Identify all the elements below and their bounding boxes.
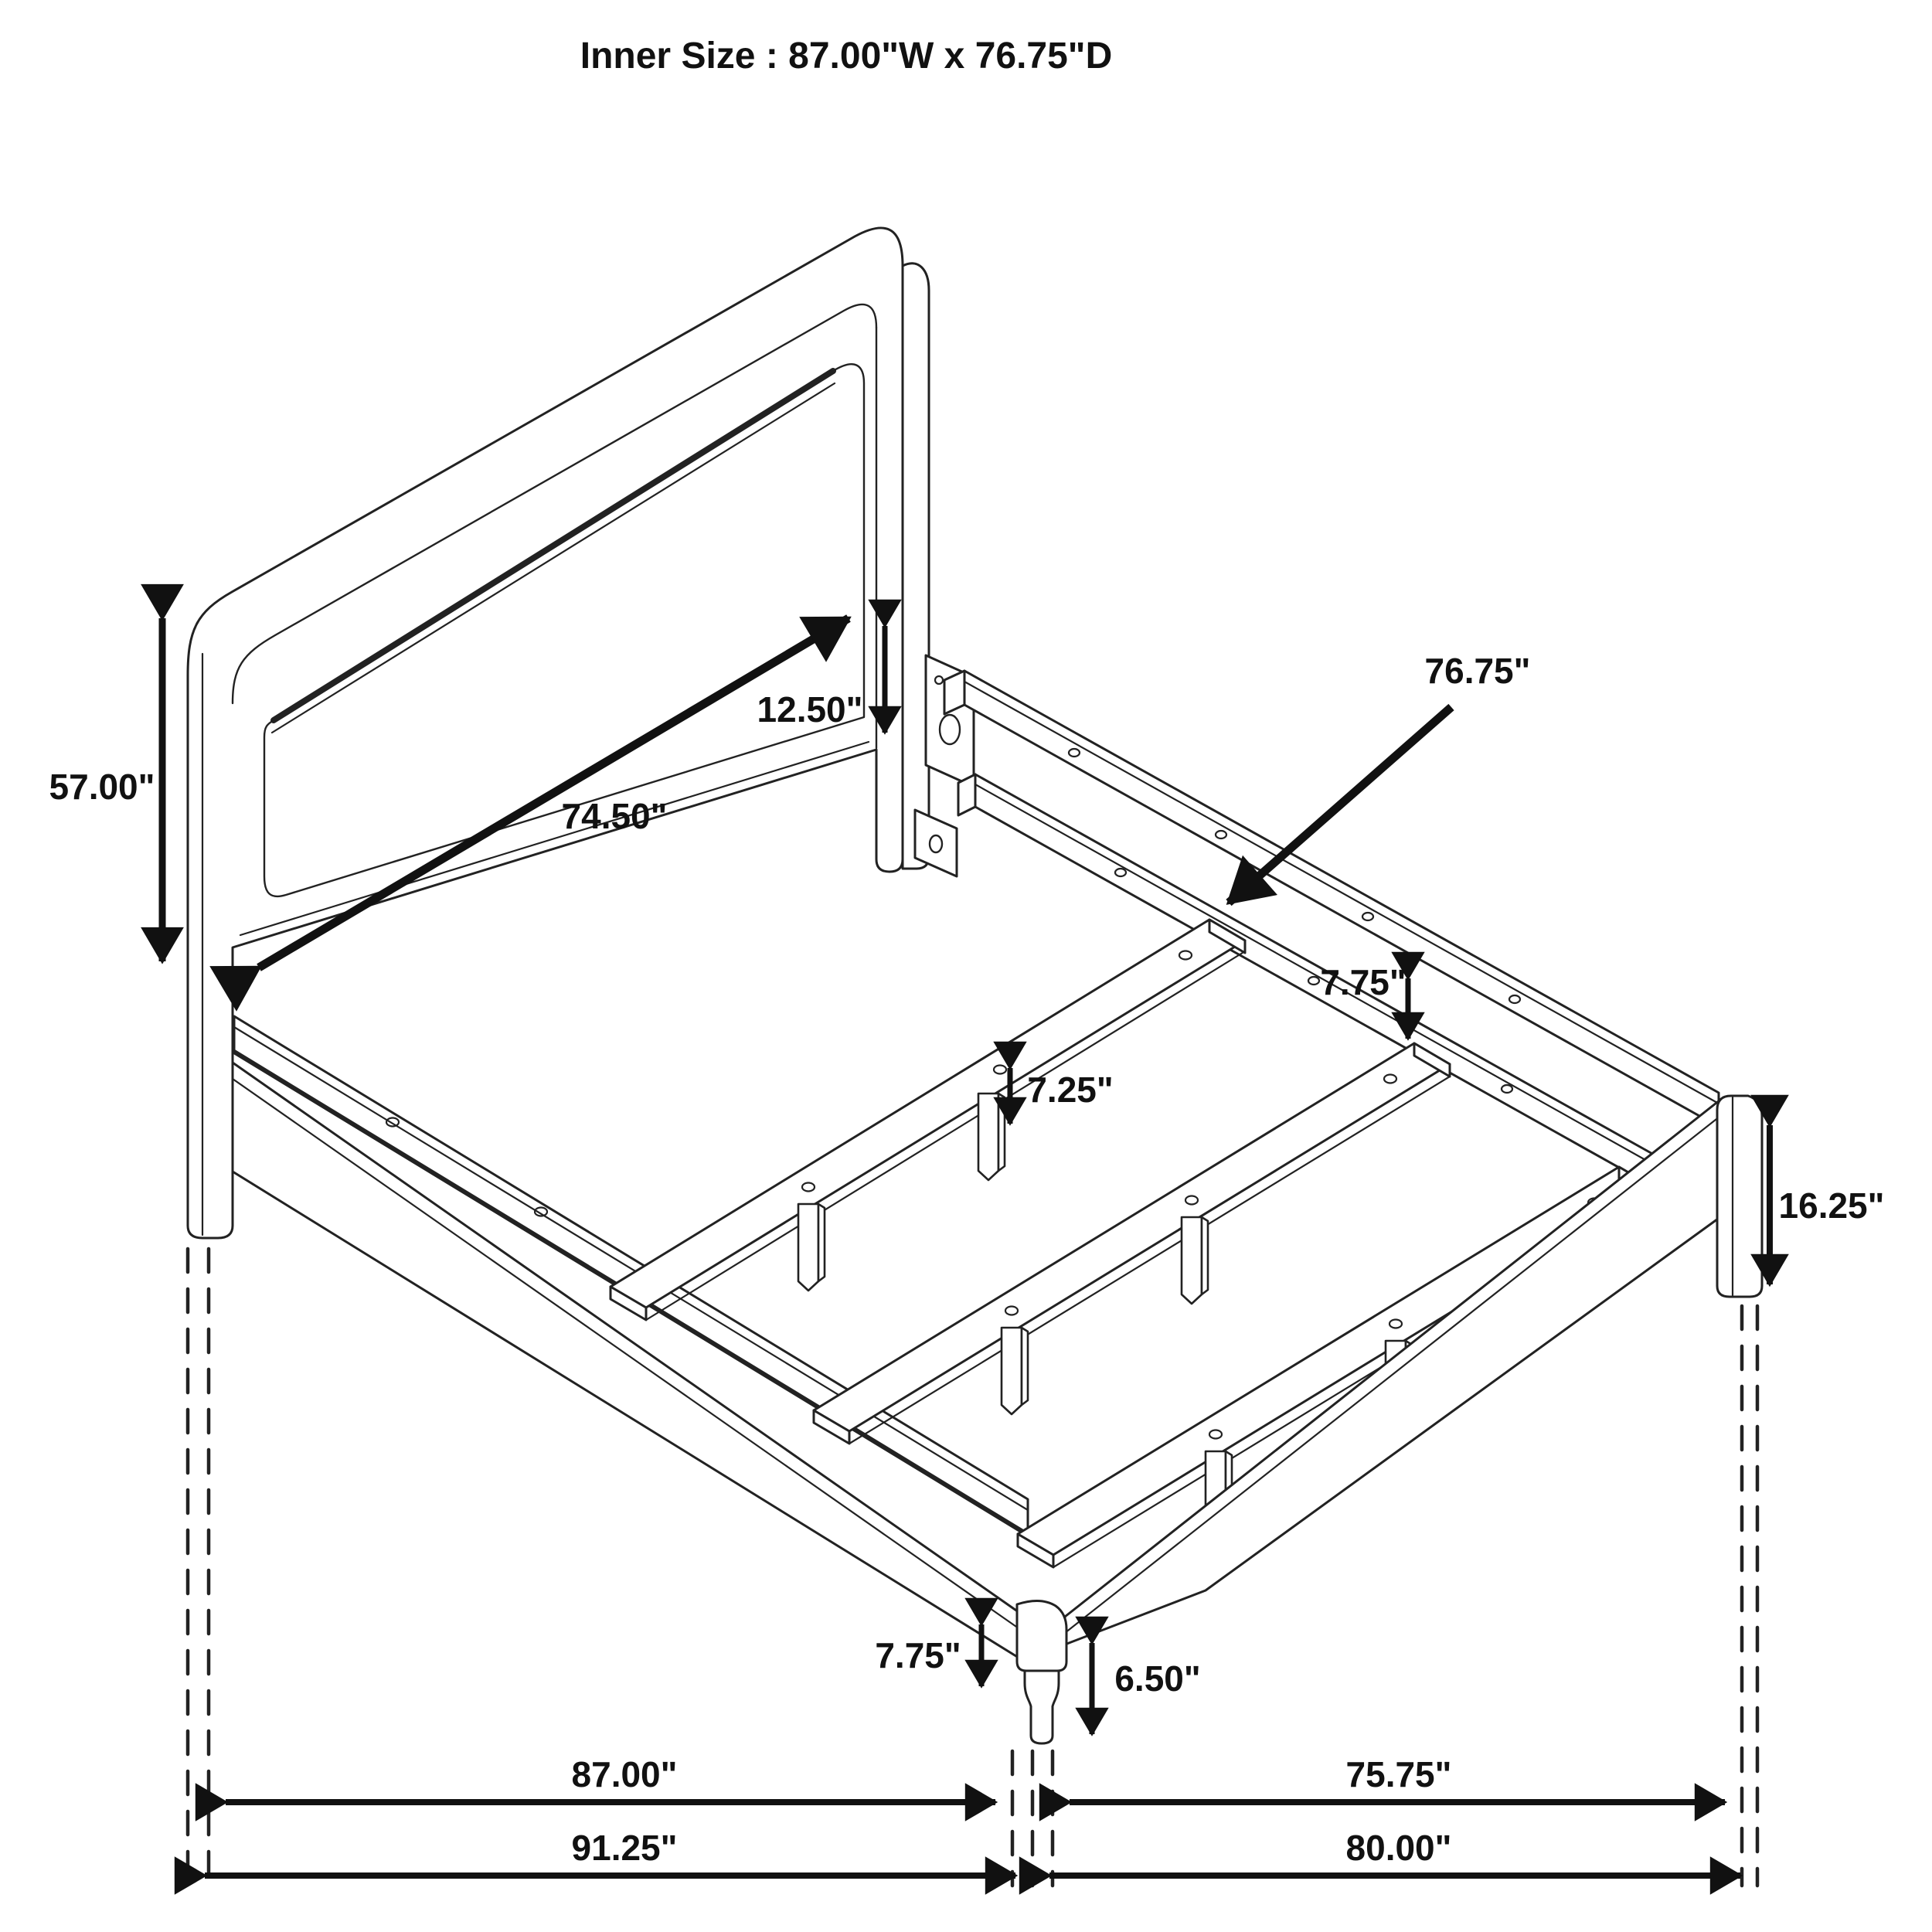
headboard-panel-width-label: 74.50": [561, 796, 668, 836]
front-turned-leg: [1025, 1671, 1059, 1743]
front-corner-post: [1017, 1600, 1066, 1743]
slat-support-leg: [1002, 1328, 1022, 1414]
front-rail-top-edge: [1065, 1114, 1723, 1633]
diagram-title: Inner Size : 87.00"W x 76.75"D: [580, 36, 1113, 77]
left-rail-top-edge: [233, 1079, 1019, 1628]
right-ledger-end-cap: [958, 774, 975, 815]
front-rail-plank: [1065, 1097, 1723, 1645]
right-side-rail: [964, 671, 1719, 1127]
slat-support-leg: [798, 1204, 818, 1291]
inner-depth-label: 75.75": [1345, 1754, 1452, 1794]
outer-depth-label: 80.00": [1345, 1828, 1452, 1868]
front-rail: [1065, 1097, 1723, 1645]
dim-arrow-slat-length: [1229, 707, 1451, 903]
slat-support-leg: [978, 1094, 998, 1180]
right-foot-post: [1717, 1096, 1762, 1297]
slat-length-label: 76.75": [1424, 651, 1531, 691]
footboard-post-height-label: 16.25": [1778, 1185, 1885, 1226]
slat-support-leg: [1182, 1217, 1202, 1304]
front-rail-height-label: 7.75": [875, 1635, 961, 1675]
left-ledger-top-edge: [234, 1027, 1028, 1510]
inner-width-label: 87.00": [571, 1754, 678, 1794]
front-leg-height-label: 6.50": [1114, 1658, 1201, 1699]
headboard-right-stile-side: [903, 264, 929, 869]
outer-width-label: 91.25": [571, 1828, 678, 1868]
slat-leg-height-label: 7.25": [1027, 1070, 1114, 1110]
headboard-height-label: 57.00": [49, 767, 155, 807]
headboard-panel-height-label: 12.50": [757, 689, 863, 730]
side-rail-drop-label: 7.75": [1320, 962, 1406, 1002]
